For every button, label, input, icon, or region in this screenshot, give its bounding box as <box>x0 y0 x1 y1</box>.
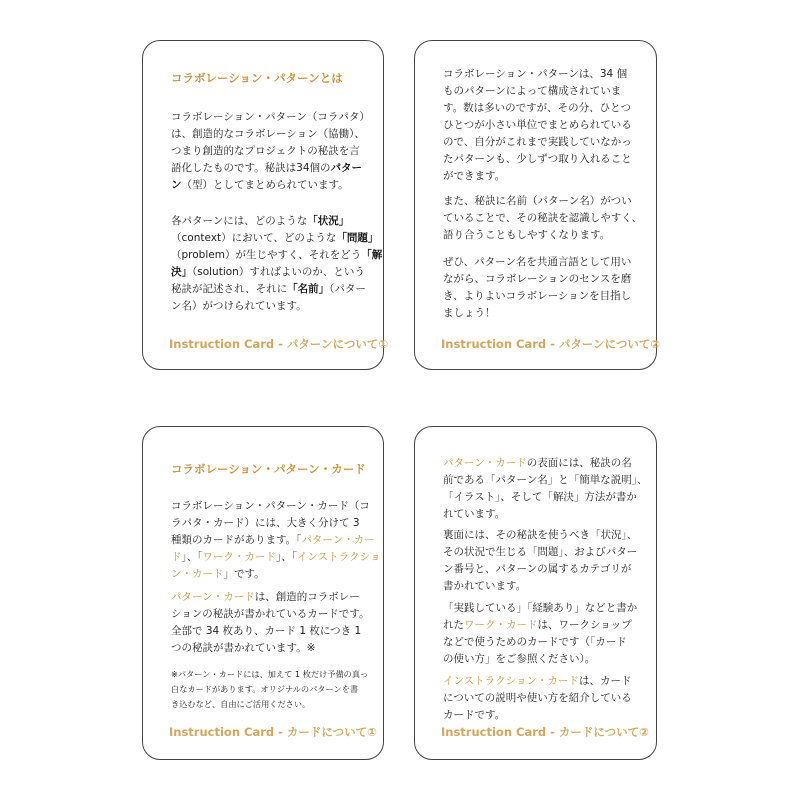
footnote <box>171 667 383 712</box>
instruction-card-cards-2 <box>414 426 657 760</box>
text-line <box>443 117 656 134</box>
text-line <box>443 651 656 668</box>
text: 」、「 <box>276 551 297 563</box>
highlighted-term: パターン・カー <box>301 534 375 546</box>
text-line <box>171 126 383 143</box>
text: についての説明や使い方を紹介している <box>443 692 632 704</box>
text-line <box>443 271 656 288</box>
text: 「イラスト」、そして「解決」方法が書か <box>443 491 637 503</box>
text: は、ワークショップ <box>537 619 632 631</box>
text-line <box>443 151 656 168</box>
text-line <box>171 515 383 532</box>
text: 書かれています。 <box>443 580 527 592</box>
text-line <box>171 264 383 281</box>
text: ラパタ・カード）には、大きく分けて 3 <box>171 517 360 529</box>
highlighted-term: インストラクション・カード <box>443 675 579 687</box>
bold-term: パター <box>330 162 363 174</box>
text-line <box>443 673 656 690</box>
text: ※パターン・カードには、加えて 1 枚だけ予備の真っ <box>171 669 369 679</box>
text: 語化したものです。秘訣は34個の <box>171 162 331 174</box>
text-line <box>443 561 656 578</box>
paragraph <box>443 527 656 595</box>
text: （型）としてまとめられています。 <box>181 179 349 191</box>
text-line <box>443 489 656 506</box>
text: ン番号と、パターンの属するカテゴリが <box>443 563 632 575</box>
text: つの秘訣が書かれています。※ <box>171 642 316 654</box>
text-line <box>443 254 656 271</box>
card-footer-label: Instruction Card - カードについて② <box>441 725 649 739</box>
text-line <box>171 247 383 264</box>
highlighted-term: ン・カード <box>171 568 224 580</box>
text-line <box>171 177 383 194</box>
paragraph <box>443 673 656 724</box>
highlighted-term: ド <box>171 551 182 563</box>
text-line <box>171 682 383 697</box>
text-line <box>443 100 656 117</box>
text-line <box>171 566 383 583</box>
text-line <box>443 66 656 83</box>
instruction-card-cards-1 <box>142 426 384 760</box>
text-line <box>443 83 656 100</box>
text-line <box>443 544 656 561</box>
text-line <box>171 697 383 712</box>
paragraph <box>443 600 656 668</box>
text-line <box>443 600 656 617</box>
card-title: コラボレーション・パターンとは <box>171 71 343 85</box>
text: き込むなど、自由にご活用ください。 <box>171 699 311 709</box>
text: ていることで、その秘訣を認識しやすく、 <box>443 212 643 224</box>
text-line <box>171 143 383 160</box>
text-line <box>171 549 383 566</box>
text: ができます。 <box>443 170 506 182</box>
text: ションの秘訣が書かれているカードです。 <box>171 608 370 620</box>
text: その状況で生じる「問題」、およびパター <box>443 546 638 558</box>
text: つまり創造的なプロジェクトの秘訣を言 <box>171 145 360 157</box>
text-line <box>171 498 383 515</box>
text: ひとつが小さい単位でまとめられている <box>443 119 632 131</box>
bold-term: 「解 <box>361 249 383 261</box>
text: コラボレーション・パターン・カード（コ <box>171 500 370 512</box>
highlighted-term: パターン・カード <box>443 457 527 469</box>
text: 前である「パターン名」と「簡単な説明」、 <box>443 474 648 486</box>
text: また、秘訣に名前（パターン名）がつい <box>443 195 632 207</box>
text: 種類のカードがあります。「 <box>171 534 302 546</box>
text: ものパターンによって構成されていま <box>443 85 622 97</box>
text-line <box>171 667 383 682</box>
text-line <box>443 634 656 651</box>
text: （problem）が生じやすく、それをどう <box>171 249 362 261</box>
text: の使い方」をご参照ください）。 <box>443 653 596 665</box>
text-line <box>443 227 656 244</box>
text-line <box>443 288 656 305</box>
text-line <box>443 210 656 227</box>
text-line <box>443 455 656 472</box>
paragraph <box>171 589 383 657</box>
paragraph <box>443 254 656 322</box>
text: は、創造的なコラボレーション（協働）、 <box>171 128 365 140</box>
card-footer-label: Instruction Card - カードについて① <box>169 725 377 739</box>
text-line <box>443 168 656 185</box>
instruction-card-patterns-2 <box>414 40 661 370</box>
text: れています。 <box>443 508 506 520</box>
paragraph <box>443 66 656 185</box>
text-line <box>443 305 656 322</box>
highlighted-term: ワーク・カード <box>464 619 538 631</box>
bold-term: 決」 <box>171 266 192 278</box>
text-line <box>443 193 656 210</box>
text: の表面には、秘訣の名 <box>526 457 632 469</box>
text-line <box>443 134 656 151</box>
text: （context）において、どのような <box>171 232 337 244</box>
text-line <box>171 298 383 315</box>
text: ぜひ、パターン名を共通言語として用い <box>443 256 632 268</box>
text-line <box>443 527 656 544</box>
text: ので、自分がこれまで実践していなかっ <box>443 136 632 148</box>
text: （solution）すればよいのか、という <box>192 266 365 278</box>
text-line <box>171 281 383 298</box>
text: 」、「 <box>181 551 203 563</box>
text-line <box>171 623 383 640</box>
text: たパターンも、少しずつ取り入れること <box>443 153 632 165</box>
text: 各パターンには、どのような <box>171 215 308 227</box>
text: などで使うためのカードです（「カード <box>443 636 627 648</box>
text: き、よりよいコラボレーションを目指し <box>443 290 632 302</box>
paragraph <box>171 498 383 583</box>
text: 裏面には、その秘訣を使うべき「状況」、 <box>443 529 638 541</box>
text: れた <box>443 619 464 631</box>
bold-term: 「問題」 <box>336 232 379 244</box>
paragraph <box>171 213 383 315</box>
text: ン名）がつけられています。 <box>171 300 307 312</box>
text: 秘訣が記述され、それに <box>171 283 288 295</box>
card-footer-label: Instruction Card - パターンについて② <box>441 337 661 351</box>
text-line <box>171 213 383 230</box>
text: コラボレーション・パターン（コラパタ） <box>171 111 370 123</box>
text-line <box>443 707 656 724</box>
text: 白なカードがあります。オリジナルのパターンを書 <box>171 684 359 694</box>
bold-term: 「名前」 <box>287 283 330 295</box>
text: 」です。 <box>223 568 265 580</box>
paragraph <box>443 455 656 523</box>
card-footer-label: Instruction Card - パターンについて① <box>169 337 389 351</box>
text-line <box>443 506 656 523</box>
text: コラボレーション・パターンは、34 個 <box>443 68 628 80</box>
text-line <box>443 617 656 634</box>
text: 「実践している」「経験あり」などと書か <box>443 602 638 614</box>
text-line <box>171 532 383 549</box>
paragraph <box>443 193 656 244</box>
bold-term: ン <box>171 179 182 191</box>
text-line <box>171 640 383 657</box>
text-line <box>171 160 383 177</box>
paragraph <box>171 109 383 194</box>
text-line <box>171 589 383 606</box>
text: ましょう！ <box>443 307 496 319</box>
text-line <box>443 472 656 489</box>
card-title: コラボレーション・パターン・カード <box>171 462 366 476</box>
text: 語り合うこともしやすくなります。 <box>443 229 611 241</box>
text: は、創造的コラボレー <box>254 591 360 603</box>
instruction-card-patterns-1 <box>142 40 389 370</box>
text-line <box>171 109 383 126</box>
text-line <box>171 606 383 623</box>
text: 全部で 34 枚あり、カード 1 枚につき 1 <box>171 625 362 637</box>
text-line <box>443 690 656 707</box>
text: す。数は多いのですが、その分、ひとつ <box>443 102 631 114</box>
text: は、カード <box>578 675 632 687</box>
text: カードです。 <box>443 709 506 721</box>
highlighted-term: パターン・カード <box>171 591 255 603</box>
text-line <box>171 230 383 247</box>
highlighted-term: ワーク・カード <box>202 551 276 563</box>
text: （パター <box>329 283 366 295</box>
highlighted-term: インストラクショ <box>297 551 381 563</box>
bold-term: 「状況」 <box>307 215 350 227</box>
text-line <box>443 578 656 595</box>
text: ながら、コラボレーションのセンスを磨 <box>443 273 632 285</box>
